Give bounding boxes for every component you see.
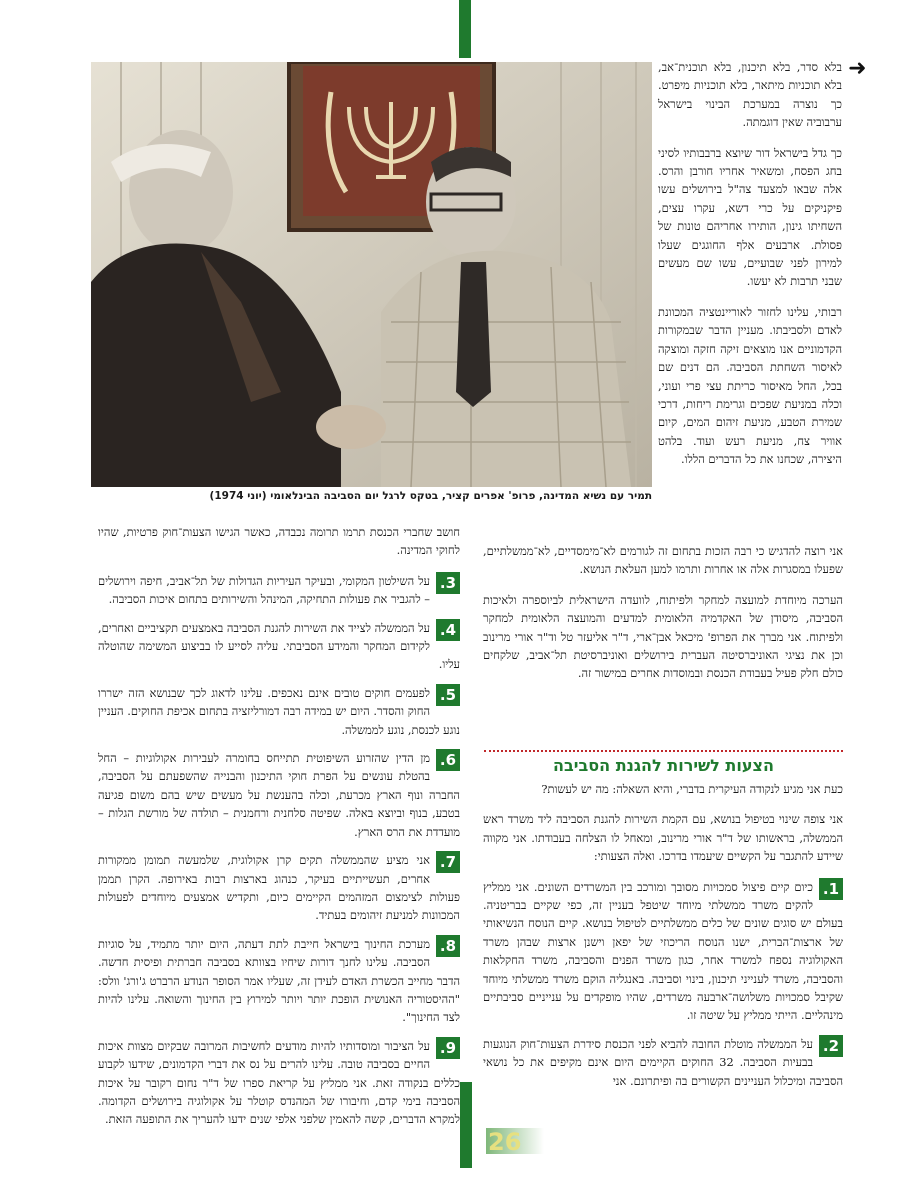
photo-illustration: [91, 62, 652, 487]
proposal-number: 2.: [819, 1035, 843, 1057]
proposal-number: 1.: [819, 878, 843, 900]
proposal-item: [98, 935, 460, 1027]
paragraph: כעת אני מגיע לנקודה העיקרית בדברי, והיא השאלה: מה יש לעשות?: [541, 782, 843, 796]
proposal-number: 5.: [436, 684, 460, 706]
proposal-text: אני מציע שהממשלה תקים קרן אקולוגית, שלמעשה תמומן ממקורות אחרים, תעשייתיים בעיקר, כנהוג בארצות רבות באירופה. הקרן תממן פעולות לצימצום המזהמים הקיימים כיום, ותקדיש אמצעים מיוחדים לפעולות המכוונות למניעת זיהומים בעתיד.: [98, 853, 460, 923]
proposal-text: על הממשלה מוטלת החובה להביא לפני הכנסת סידרת הצעות־חוק הנוגעות בבעיות הסביבה. 32 החוקים הקיימים היום אינם מקיפים את כל נושאי הסביבה ומיכלול העניינים הקשורים בה ופיתרונם. אני: [483, 1036, 843, 1088]
paragraph: חושב שחברי הכנסת תרמו תרומה נכבדה, כאשר הגישו הצעות־חוק פרטיות, שהיו לחוקי המדינה.: [98, 525, 460, 558]
proposal-text: על הממשלה לצייד את השירות להגנת הסביבה באמצעים תקציביים ואחרים, לקידום המחקר והמידע הסביבתי. עליה לסייע לו בביצוע המשימה שהוטלה עליו.: [98, 620, 460, 672]
proposal-text: כיום קיים פיצול סמכויות מסובך ומורכב בין המשרדים השונים. אני ממליץ להקים משרד ממשלתי מיוחד שיטפל בעניין זה, כפי שקיים בבריטניה. בעולם יש סוגים שונים של כלים ממשלתיים לטיפול בנושא. קיים הנוסח הנשיאותי של ארצות־הברית, ישנו הנוסח הריכוזי של יפאן וישנן ארצות שבהן משרד האקולוגיה נספח למשרד אחר, כגון משרד הפנים והסביבה, משרד החקלאות והסביבה, משרד לענייני תיכנון, בינוי וסביבה. באנגליה הוקם משרד ממשלתי מיוחד שקיבל סמכויות משלושה־ארבעה משרדים, שהיו מופקדים על ענייניים סביבתיים מינהליים. הייתי ממליץ על שיטה זו.: [483, 879, 843, 1023]
right-column-lower: [483, 780, 843, 1100]
paragraph: אני רוצה להדגיש כי רבה הזכות בתחום זה לגורמים לא־מימסדיים, לא־ממשלתיים, שפעלו במסגרות אלה או אחרות ותרמו למען העלאת הנושא.: [483, 544, 843, 577]
proposal-item: [483, 878, 843, 1025]
proposal-text: על השילטון המקומי, ובעיקר העיריות הגדולות של תל־אביב, חיפה וירושלים – להגביר את פעולות התחיקה, המינהל והשירותים בתחום איכות הסביבה.: [98, 573, 430, 607]
continue-arrow-icon: ➜: [848, 56, 867, 81]
right-column-middle: [483, 542, 843, 695]
proposal-item: [98, 1037, 460, 1129]
bottom-accent-bar: [460, 1082, 472, 1168]
proposal-text: לפעמים חוקים טובים אינם נאכפים. עלינו לדאוג לכך שבנושא הזה ישררו החוק והסדר. היום יש במידה רבה דמורליזציה בתחום אכיפת החוקים. העניין נוגע לכנסת, נוגע לממשלה.: [98, 685, 460, 737]
right-column-top: [658, 58, 842, 481]
proposal-item: [98, 749, 460, 841]
top-accent-bar: [459, 0, 471, 58]
proposal-item: [98, 684, 460, 739]
proposal-text: על הציבור ומוסדותיו להיות מודעים לחשיבות המרובה שבקיום מצוות איכות החיים בסביבה טובה. עלינו להרים על נס את דברי הקדמונים, שידעו לקבוע כללים בנקודה זאת. אני ממליץ על קריאת ספרו של ד"ר נחום רקובר על איכות הסביבה בימי קדם, וחיבורו של המהנדס קוטלר על אקולוגיה בירושלים הקדומה. למקרא הדברים, קשה להאמין שלפני אלפי שנים ידעו להעריך את התופעה הזאת.: [98, 1038, 460, 1127]
proposal-number: 7.: [436, 851, 460, 873]
paragraph: בלא סדר, בלא תיכנון, בלא תוכנית־אב, בלא תוכניות מיתאר, בלא תוכניות מיפרט. כך נוצרה במערכת הבינוי בישראל ערבוביה שאין דוגמתה.: [658, 60, 842, 130]
paragraph: כך גדל בישראל דור שיוצא ברבבותיו לסיני בחג הפסח, ומשאיר אחריו חורבן והרס. אלה שבאו למצעד צה"ל בירושלים עשו פיקניקים על כרי דשא, עקרו עצים, השחיתו גינון, הותירו אחריהם טונות של פסולת. ארבעים אלף החוגגים שעלו למירון לפני שבועיים, עשו שם מעשים שבני תרבות לא יעשו.: [658, 145, 842, 289]
proposal-item: [98, 572, 460, 609]
proposal-number: 8.: [436, 935, 460, 957]
proposal-number: 9.: [436, 1037, 460, 1059]
proposal-text: מן הדין שהזרוע השיפוטית תתייחס בחומרה לעבירות אקולוגיות – החל בהטלת עונשים על הפרת חוקי התיכנון והבנייה שהשפעתם על הסביבה, החברה ונוף הארץ מכרעת, וכלה בהענשת על מעשים שיש בהם משום פגיעה בטבע, בנוף וביוצא באלה. שפיטה סלחנית ורחמנית – תולדה של מורשת הגלות – מועדדת את הרס הארץ.: [98, 751, 460, 839]
proposal-item: [483, 1035, 843, 1090]
proposal-number: 4.: [436, 619, 460, 641]
left-column: [98, 523, 460, 1139]
page-number: 26: [486, 1128, 544, 1154]
paragraph: הערכה מיוחדת למועצה למחקר ולפיתוח, לוועדה הישראלית לביוספרה ולאיכות הסביבה, מיסודן של האקדמיה הלאומית למדעים והמועצה הלאומית למחקר ולפיתוח. אני מברך את הפרופ' מיכאל אבן־ארי, ד"ר אליעזר טל וד"ר אורי מרינוב וכן את נציגי האוניברסיטה העברית בירושלים ואוניברסיטת תל־אביב, שלקחים כולם חלק פעיל בעבודת הכנסת ובמוסדות אחרים במישור זה.: [483, 592, 843, 681]
proposal-item: [98, 851, 460, 925]
proposal-number: 3.: [436, 572, 460, 594]
proposal-text: מערכת החינוך בישראל חייבת לתת דעתה, היום יותר מתמיד, על סוגיות הסביבה. עלינו לחנך דורות שיחיו בצוותא בסביבה חברתית ופיסית חדשה. הדבר מחייב הכשרת האדם לעידן זה, שעליו אמר הסופר הנודע הרברט ג'ורג' וולס: "ההיסטוריה האנושית הופכת יותר ויותר למירוץ בין החינוך והשואה. עלינו להיות לצד החינוך".: [98, 936, 460, 1025]
section-title: הצעות לשירות להגנת הסביבה: [553, 756, 774, 775]
proposal-item: [98, 619, 460, 674]
paragraph: רבותי, עלינו לחזור לאוריינטציה המכוונת לאדם ולסביבתו. מעניין הדבר שבמקורות הקדמוניים אנו מוצאים זיקה חזקה ומוצקה לאיסור השחתת הסביבה. הם דנים שם בכל, החל מאיסור כריתת עצי פרי ועוני, וכלה במניעת שפכים וגרימת ריחות, דרכי שמירת הטבע, מניעת זיהום המים, קיום אוויר צח, מניעת רעש ועוד. בלהט היצירה, שכחנו את כל הדברים הללו.: [658, 304, 842, 467]
photo: [91, 62, 652, 487]
section-divider: [484, 750, 843, 752]
proposal-number: 6.: [436, 749, 460, 771]
paragraph: אני צופה שינוי בטיפול בנושא, עם הקמת השירות להגנת הסביבה ליד משרד ראש הממשלה, בראשותו של ד"ר אורי מרינוב, ומאחל לו הצלחה בעבודתו. אני מקווה שיידע להתגבר על הקשיים שיעמדו בדרכו. ואלה הצעותי:: [483, 812, 843, 864]
photo-caption: תמיר עם נשיא המדינה, פרופ' אפרים קציר, בטקס לרגל יום הסביבה הבינלאומי (יוני 1974): [209, 490, 652, 502]
